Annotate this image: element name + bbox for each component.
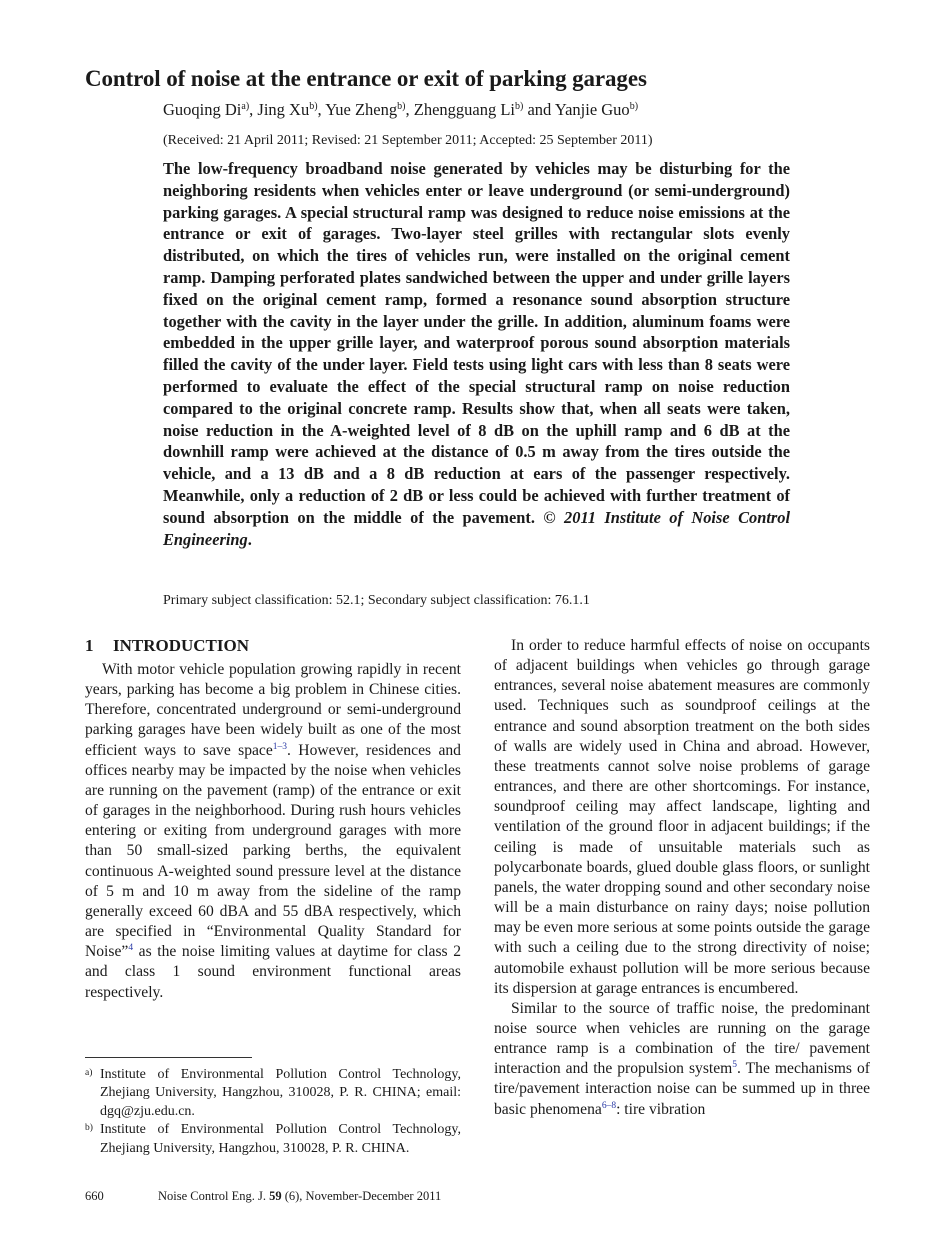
author-affiliation-mark: b) [515,101,524,112]
citation-link[interactable]: 6–8 [601,1100,617,1111]
paragraph-text: as the noise limiting values at daytime for class 2 and class 1 sound environment functional areas respectively. [85,943,461,1001]
abstract-end: . [247,529,252,549]
author: Guoqing Di [163,100,242,119]
author: Yanjie Guo [554,100,630,119]
author-separator: and [523,100,555,119]
abstract-text: The low-frequency broadband noise generated by vehicles may be disturbing for the neighboring residents when vehicles enter or leave underground (or semi-underground) parking garages. A special structural ramp was designed to reduce noise emissions at the entrance or exit of garages. Two-layer steel grilles with rectangular slots evenly distributed, on which the tires of vehicles run, were installed on the original cement ramp. Damping perforated plates sandwiched between the upper and under grille layers fixed on the original cement ramp, formed a resonance sound absorption structure together with the cavity in the layer under the grille. In addition, aluminum foams were embedded in the upper grille layer, and waterproof porous sound absorption materials filled the cavity of the under layer. Field tests using light cars with less than 8 seats were performed to evaluate the effect of the special structural ramp on noise reduction compared to the original concrete ramp. Results show that, when all seats were taken, noise reduction in the A-weighted level of 8 dB on the uphill ramp and 6 dB at the downhill ramp were achieved at the distance of 0.5 m away from the tires outside the vehicle, and a 13 dB and a 8 dB reduction at ears of the passenger respectively. Meanwhile, only a reduction of 2 dB or less could be achieved with further treatment of sound absorption on the middle of the pavement. [163,159,790,527]
footnote-text: Institute of Environmental Pollution Control Technology, Zhejiang University, Hangzhou, 310028, P. R. CHINA. [100,1122,461,1156]
footnote-text: Institute of Environmental Pollution Control Technology, Zhejiang University, Hangzhou, 310028, P. R. CHINA; email: dgq@zju.edu.cn. [100,1067,461,1119]
paragraph-text: . However, residences and offices nearby may be impacted by the noise when vehicles are running on the pavement (ramp) of the entrance or exit of garages in the neighborhood. During rush hours vehicles entering or exiting from underground garages with more than 50 small-sized parking berths, the equivalent continuous A-weighted sound pressure level at the distance of 5 m and 10 m away from the sideline of the ramp generally exceed 60 dBA and 55 dBA respectively, which are specified in “Environmental Quality Standard for Noise” [85,741,461,961]
author: Zhengguang Li [413,100,515,119]
author-separator: , [317,100,326,119]
journal-issue: (6), November-December 2011 [284,1189,442,1203]
author: Yue Zheng [325,100,398,119]
author-affiliation-mark: b) [397,101,406,112]
intro-paragraph-1 [85,660,461,1003]
footnote [85,1121,461,1158]
author-separator: , [249,100,258,119]
footnote [85,1066,461,1121]
abstract-copyright: © 2011 Institute of Noise Control Engineering [163,507,790,549]
citation-link[interactable]: 1–3 [272,741,288,752]
intro-paragraph-2: In order to reduce harmful effects of noise on occupants of adjacent buildings when vehicles go through garage entrances, several noise abatement measures are commonly used. Techniques such as soundproof ceilings at the entrance and sound absorption treatment on the both sides of walls are widely used in China and abroad. However, these treatments cannot solve noise problems of garage entrances, and there are other shortcomings. For instance, soundproof ceiling may affect landscape, lighting and ventilation of the ground floor in adjacent buildings; if the ceiling is made of unsuitable materials such as polycarbonate boards, glued double glass floors, or sunlight panels, the water dropping sound and other secondary noise will be a main disturbance on rainy days; noise pollution may be even more serious at some points outside the garage with such a ceiling due to the strong directivity of noise; automobile exhaust pollution will be more serious because its dispersion at garage entrances is encumbered. [494,637,870,997]
paragraph-text: With motor vehicle population growing rapidly in recent years, parking has become a big problem in Chinese cities. Therefore, concentrated underground or semi-underground parking garages have been widely built as one of the most efficient ways to save space [85,661,461,759]
author-separator: , [405,100,414,119]
received-dates: (Received: 21 April 2011; Revised: 21 September 2011; Accepted: 25 September 2011) [163,133,653,148]
journal-name: Noise Control Eng. J. [158,1189,266,1203]
footnote-mark: a) [85,1068,93,1078]
subject-classification: Primary subject classification: 52.1; Secondary subject classification: 76.1.1 [163,593,590,608]
intro-paragraph-3 [494,999,870,1120]
section-heading [85,636,461,656]
journal-volume: 59 [269,1189,282,1203]
right-column [494,636,870,1120]
page-footer [85,1189,685,1204]
section-title: INTRODUCTION [113,636,250,655]
author: Jing Xu [257,100,310,119]
abstract [163,158,790,550]
paragraph-text: . The mechanisms of tire/pavement interaction noise can be summed up in three basic phenomena [494,1060,870,1118]
paragraph-text: : tire vibration [616,1100,706,1118]
section-number: 1 [85,636,94,655]
left-column [85,636,461,1003]
footnote-mark: b) [85,1123,93,1134]
author-affiliation-mark: b) [309,101,318,112]
footnote-divider [85,1057,252,1058]
footnotes [85,1066,461,1158]
citation-link[interactable]: 5 [732,1060,738,1071]
citation-link[interactable]: 4 [128,943,134,954]
author-affiliation-mark: a) [241,101,250,112]
page-number: 660 [85,1189,104,1203]
author-list [163,100,883,120]
author-affiliation-mark: b) [629,101,639,112]
paper-title: Control of noise at the entrance or exit of parking garages [85,66,647,91]
paragraph-text: Similar to the source of traffic noise, the predominant noise source when vehicles are running on the garage entrance ramp is a combination of the tire/ pavement interaction and the propulsion system [494,999,870,1078]
